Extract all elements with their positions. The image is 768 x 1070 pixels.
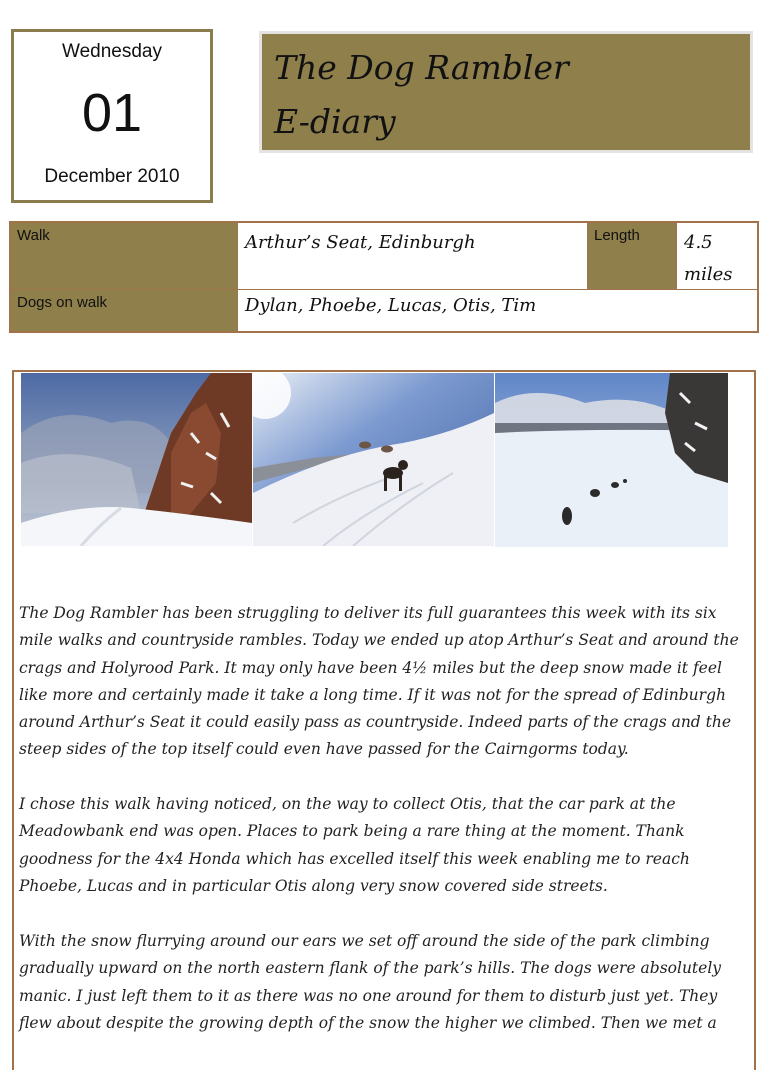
dogs-label-cell: [11, 290, 237, 331]
dogs-on-snowy-hill-photo: [253, 373, 494, 546]
walk-value: Arthur’s Seat, Edinburgh: [245, 232, 476, 253]
date-day-name: Wednesday: [62, 41, 162, 62]
title-banner: [259, 31, 753, 153]
length-value-number: 4.5: [684, 232, 713, 253]
page-subtitle: E-diary: [274, 102, 396, 141]
dogs-value-cell: [238, 290, 757, 331]
walk-label-cell: [11, 223, 237, 289]
length-label: Length: [594, 227, 640, 244]
date-box: [11, 29, 213, 203]
walk-label: Walk: [17, 227, 50, 244]
page-title: The Dog Rambler: [274, 48, 569, 87]
table-divider: [11, 289, 757, 290]
date-month-year: December 2010: [44, 166, 180, 187]
date-day-number: 01: [81, 83, 143, 143]
dogs-label: Dogs on walk: [17, 294, 108, 311]
snowy-park-view-photo: [495, 373, 728, 547]
body-paragraph-1: The Dog Rambler has been struggling to deliver its full guarantees this week with its six mile walks and countryside rambles. Today we ended up atop Arthur’s Seat and around the crags and Holyrood Park. It may only have been 4½ miles but the deep snow made it feel like more and certainly made it take a long time. If it was not for the spread of Edinburgh around Arthur’s Seat it could easily pass as countryside. Indeed parts of the crags and the steep sides of the top itself could even have passed for the Cairngorms today.: [19, 604, 739, 759]
table-divider: [237, 223, 238, 331]
table-divider: [587, 223, 588, 289]
body-paragraph-2: I chose this walk having noticed, on the way to collect Otis, that the car park at the Meadowbank end was open. Places to park being a rare thing at the moment. Thank goodness for the 4x4 Honda which has excelled itself this week enabling me to reach Phoebe, Lucas and in particular Otis along very snow covered side streets.: [19, 795, 690, 895]
length-label-cell: [588, 223, 676, 289]
walk-value-cell: [238, 223, 587, 289]
dogs-value: Dylan, Phoebe, Lucas, Otis, Tim: [245, 295, 537, 316]
table-divider: [676, 223, 677, 289]
length-value-unit: miles: [684, 264, 733, 285]
length-value-cell: [677, 223, 757, 289]
body-paragraph-3: With the snow flurrying around our ears we set off around the side of the park climbing gradually upward on the north eastern flank of the park’s hills. The dogs were absolutely manic. I just left them to it as there was no one around for them to disturb just yet. They flew about despite the growing depth of the snow the higher we climbed. Then we met a: [19, 932, 722, 1032]
snowy-crag-photo: [21, 373, 252, 546]
walk-info-table: [9, 221, 759, 333]
